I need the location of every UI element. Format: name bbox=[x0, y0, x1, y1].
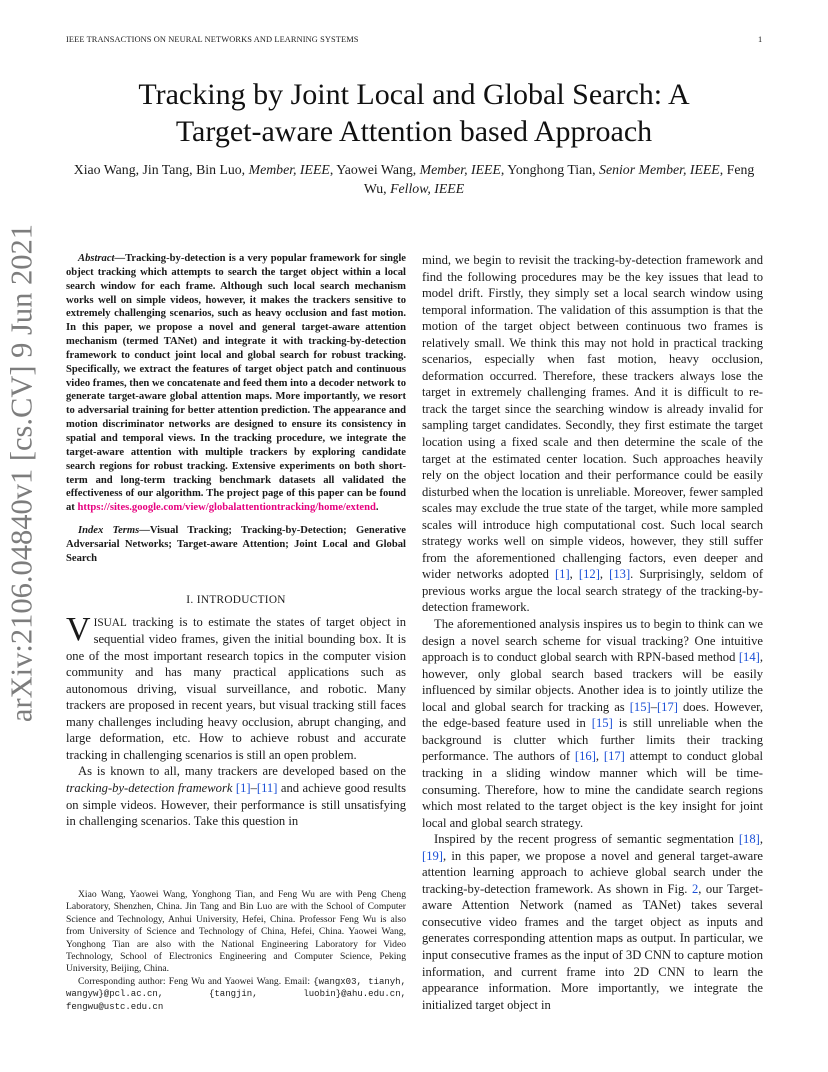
citation-link[interactable]: [1] bbox=[554, 567, 570, 582]
citation-link[interactable]: [11] bbox=[256, 781, 278, 796]
footnotes bbox=[66, 889, 406, 1013]
citation-link[interactable]: [17] bbox=[656, 699, 678, 714]
author-names-1: Xiao Wang, Jin Tang, Bin Luo, bbox=[73, 162, 249, 177]
author-names-4: , Feng Wu, bbox=[363, 162, 755, 196]
citation-link[interactable]: [18] bbox=[738, 832, 760, 847]
citation-link[interactable]: [17] bbox=[603, 749, 625, 764]
abstract-text: —Tracking-by-detection is a very popular framework for single object tracking which attempts to search the target object within a local search window for each frame. Although such local search mechanism works well on simple videos, however, it makes the trackers sensitive to extremely challenging scenarios, such as heavy occlusion and fast motion. In this paper, we propose a novel and general target-aware attention mechanism (termed TANet) and integrate it with tracking-by-detection framework to conduct joint local and global search for robust tracking. Specifically, we extract the features of target object patch and continuous video frames, then we concatenate and feed them into a decoder network to generate target-aware global attention maps. More importantly, we resort to adversarial training for better attention prediction. The appearance and motion discriminator networks are designed to ensure its consistency in spatial and temporal views. In the tracking procedure, we integrate the target-aware attention with multiple trackers by exploring candidate search regions for robust tracking. Extensive experiments on both short-term and long-term tracking benchmark datasets all validated the effectiveness of our algorithm. The project page of this paper can be found at bbox=[66, 253, 406, 514]
section-heading-introduction: I. INTRODUCTION bbox=[186, 593, 286, 606]
author-membership-2: Member, IEEE bbox=[419, 162, 501, 177]
body-paragraph-1: mind, we begin to revisit the tracking-by-detection framework and find the following procedures may be the key issues that lead to model drift. Firstly, they simply set a local search window using temporal information. The validation of this assumption is that the motion of the target object between continuous two frames is relatively small. We think this may not hold in practical tracking scenarios, especially when fast motion, heavy occlusion, deformation occurred. Therefore, these trackers always lose the target in extremely challenging frames. And it is difficult to re-track the target since the searching window is already invalid for sampling target candidates. Secondly, they first estimate the target location using a fixed scale and then determine the scale of the target at the estimated center location. Such approaches heavily rely on the object location and their performance could be easily disturbed when the location is unreliable. Moreover, fewer sampled scales may exclude the true state of the target, while more sampled scales will introduce high computational cost. Such local search strategy works well on simple videos, however, they still suffer from the aforementioned challenging factors, even deeper and wider networks adopted [1], [12], [13]. Surprisingly, seldom of previous works argue the local search strategy of the tracking-by-detection framework. bbox=[422, 253, 764, 615]
author-membership-4: Fellow, IEEE bbox=[390, 181, 465, 196]
email-addresses: {wangx03, tianyh, wangyw}@pcl.ac.cn, {tangjin, luobin}@ahu.edu.cn, fengwu@ustc.edu.cn bbox=[66, 976, 406, 1012]
index-terms-label: Index Terms bbox=[78, 525, 140, 537]
citation-link[interactable]: [15] bbox=[629, 699, 651, 714]
citation-link[interactable]: [15] bbox=[591, 716, 613, 731]
correspondence-footnote: Corresponding author: Feng Wu and Yaowei Wang. Email: {wangx03, tianyh, wangyw}@pcl.ac.cn, {tangjin, luobin}@ahu.edu.cn, fengwu@ustc.edu.cn bbox=[66, 975, 406, 1012]
index-terms-text: —Visual Tracking; Tracking-by-Detection; Generative Adversarial Networks; Target-aware Attention; Joint Local and Global Search bbox=[66, 525, 406, 564]
abstract bbox=[66, 252, 406, 515]
abstract-label: Abstract bbox=[78, 253, 115, 264]
citation-link[interactable]: [14] bbox=[738, 650, 760, 665]
figure-link[interactable]: 2 bbox=[691, 881, 699, 896]
project-page-link[interactable]: https://sites.google.com/view/globalattentiontracking/home/extend bbox=[77, 502, 376, 514]
body-paragraph-3: Inspired by the recent progress of semantic segmentation [18], [19], in this paper, we propose a novel and general target-aware attention learning approach to achieve global search under the tracking-by-detection framework. As shown in Fig. 2, our Target-aware Attention Network (named as TANet) takes several consecutive video frames and the target object as inputs and generates corresponding attention maps as output. In particular, we input consecutive frames as the input of 3D CNN to capture motion information, and current frame into 2D CNN to learn the appearance information. More importantly, we integrate the initialized target object in bbox=[422, 832, 764, 1012]
title-line-1: Tracking by Joint Local and Global Search: A bbox=[138, 78, 690, 111]
citation-link[interactable]: [16] bbox=[574, 749, 596, 764]
drop-cap: V bbox=[66, 610, 91, 648]
left-column bbox=[66, 252, 406, 830]
citation-link[interactable]: [19] bbox=[422, 848, 443, 863]
right-column bbox=[422, 252, 763, 1013]
index-terms bbox=[66, 524, 406, 566]
paper-title bbox=[60, 76, 768, 150]
intro-paragraph-2: As is known to all, many trackers are developed based on the tracking-by-detection framework [1]–[11] and achieve good results on simple videos. However, their performance is still unsatisfying in challenging scenarios. Take this question in bbox=[66, 764, 406, 829]
abstract-end: . bbox=[375, 502, 379, 514]
arxiv-identifier[interactable]: arXiv:2106.04840v1 [cs.CV] 9 Jun 2021 bbox=[4, 223, 39, 723]
page-number: 1 bbox=[758, 35, 763, 44]
body-paragraph-2: The aforementioned analysis inspires us to begin to think can we design a novel search scheme for visual tracking? One intuitive approach is to conduct global search with RPN-based method [14], however, only global search based trackers will be easily influenced by similar objects. Another idea is to jointly utilize the local and global search for tracking as [15]–[17] does. However, the edge-based feature used in [15] is still unreliable when the background is clutter which further limits their tracking performance. The authors of [16], [17] attempt to conduct global tracking in a sliding window manner which will be time-consuming. Therefore, how to mine the candidate search regions which most related to the target object is the key insight for joint local and global search strategy. bbox=[422, 617, 763, 830]
arxiv-sidebar bbox=[0, 0, 44, 1072]
citation-link[interactable]: [12] bbox=[578, 567, 600, 582]
author-names-3: , Yonghong Tian, bbox=[500, 162, 600, 177]
title-line-2: Target-aware Attention based Approach bbox=[175, 115, 653, 148]
author-membership-1: Member, IEEE bbox=[248, 162, 330, 177]
citation-link[interactable]: [13] bbox=[609, 567, 631, 582]
affiliation-footnote: Xiao Wang, Yaowei Wang, Yonghong Tian, and Feng Wu are with Peng Cheng Laboratory, Shenzhen, China. Jin Tang and Bin Luo are with the School of Computer Science and Technology, Anhui University, Hefei, China. Professor Feng Wu is also from University of Science and Technology of China, Hefei, China. Yaowei Wang, Yonghong Tian are also with the National Engineering Laboratory for Video Technology, School of Electronics Engineering and Computer Science, Peking University, Beijing, China. bbox=[66, 889, 406, 975]
citation-link[interactable]: [1] bbox=[235, 781, 251, 796]
author-membership-3: Senior Member, IEEE bbox=[599, 162, 720, 177]
author-list bbox=[66, 160, 762, 198]
author-names-2: , Yaowei Wang, bbox=[329, 162, 420, 177]
intro-paragraph-1: VISUAL tracking is to estimate the states of target object in sequential video frames, given the initial bounding box. It is one of the most important research topics in the computer vision community and has many practical applications such as autonomous driving, visual surveillance, and robotic. Many trackers are proposed in recent years, but visual tracking still faces many challenges including heavy occlusion, abrupt changing, and large deformation, etc. How to achieve robust and accurate tracking in challenging scenarios is still an open problem. bbox=[66, 610, 406, 762]
running-header: IEEE TRANSACTIONS ON NEURAL NETWORKS AND LEARNING SYSTEMS bbox=[66, 35, 359, 44]
